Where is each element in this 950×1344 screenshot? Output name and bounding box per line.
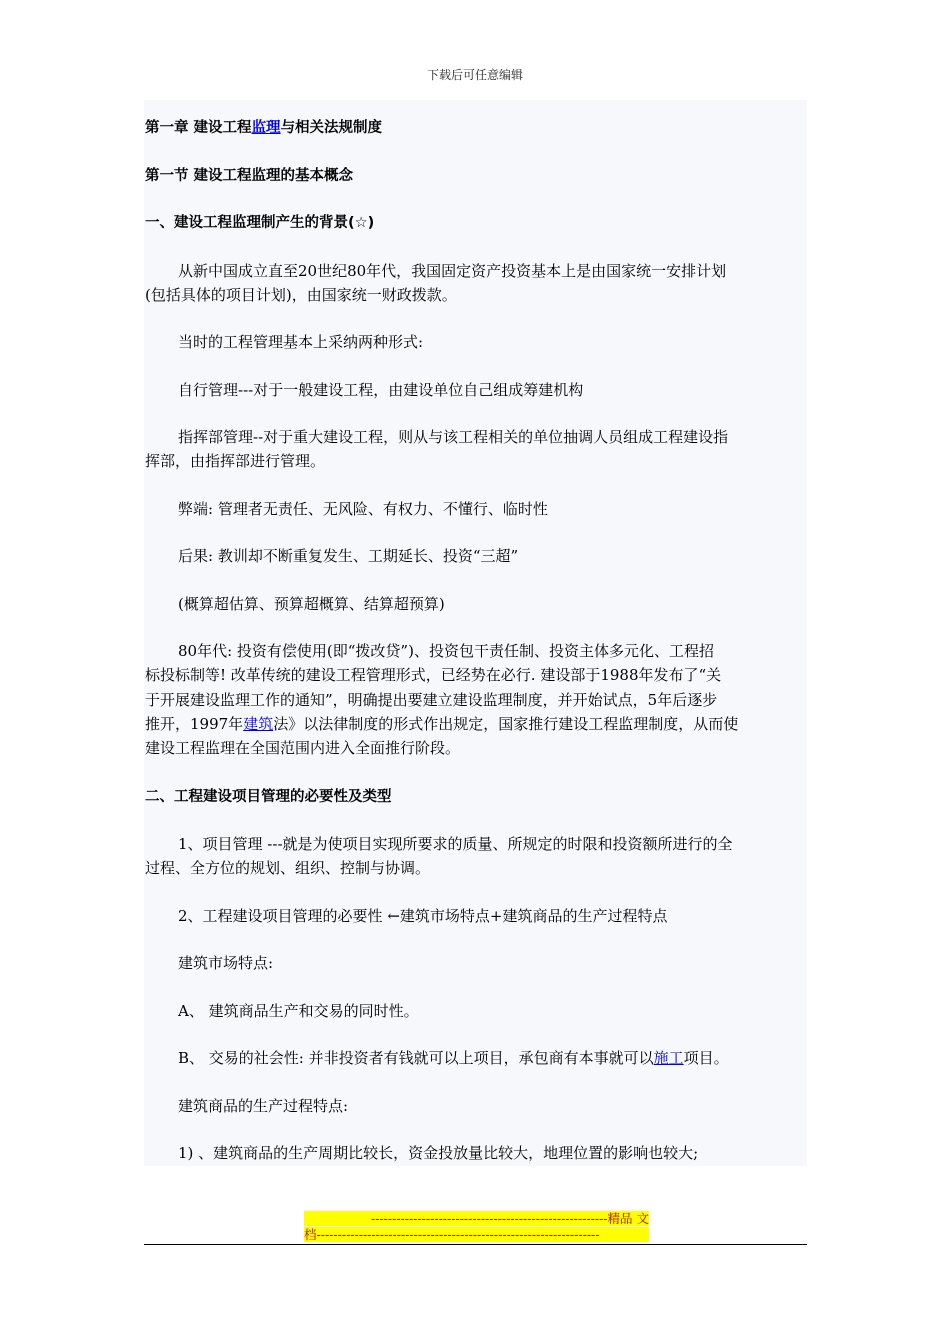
paragraph-8-line-1: 80年代: 投资有偿使用(即“拨改贷”)、投资包干责任制、投资主体多元化、工程招: [178, 642, 714, 660]
chapter-title: [145, 116, 382, 140]
section-title: 第一节 建设工程监理的基本概念: [145, 168, 354, 184]
paragraph-11: 建筑市场特点:: [178, 954, 274, 972]
paragraph-14: 建筑商品的生产过程特点:: [178, 1097, 349, 1115]
chapter-title-suffix: 与相关法规制度: [280, 120, 383, 136]
paragraph-7: (概算超估算、预算超概算、结算超预算): [178, 595, 445, 613]
paragraph-2: 当时的工程管理基本上采纳两种形式:: [178, 333, 424, 351]
paragraph-13-suffix: 项目。: [683, 1049, 729, 1067]
construction-link[interactable]: 建筑: [243, 715, 274, 733]
paragraph-13: [178, 1046, 729, 1070]
paragraph-8-line-4-suffix: 法》以法律制度的形式作出规定，国家推行建设工程监理制度，从而使: [273, 715, 739, 733]
paragraph-8-line-4: [145, 712, 738, 736]
supervision-link[interactable]: 监理: [251, 120, 281, 136]
paragraph-8-line-3: 于开展建设监理工作的通知”，明确提出要建立建设监理制度，并开始试点，5年后逐步: [145, 691, 718, 709]
paragraph-9-line-2: 过程、全方位的规划、组织、控制与协调。: [145, 859, 431, 877]
heading-background: 一、建设工程监理制产生的背景(☆): [145, 215, 375, 231]
page-header: 下载后可任意编辑: [426, 68, 523, 82]
paragraph-1-line-2: (包括具体的项目计划)，由国家统一财政拨款。: [145, 286, 457, 304]
paragraph-3: 自行管理---对于一般建设工程，由建设单位自己组成筹建机构: [178, 381, 584, 399]
chapter-title-prefix: 第一章 建设工程: [145, 120, 252, 136]
heading-project-management: 二、工程建设项目管理的必要性及类型: [145, 789, 392, 805]
paragraph-9-line-1: 1、项目管理 ---就是为使项目实现所要求的质量、所规定的时限和投资额所进行的全: [178, 835, 733, 853]
paragraph-10: 2、工程建设项目管理的必要性 ←建筑市场特点+建筑商品的生产过程特点: [178, 907, 668, 925]
paragraph-13-prefix: B、 交易的社会性: 并非投资者有钱就可以上项目，承包商有本事就可以: [178, 1049, 654, 1067]
paragraph-4-line-2: 挥部，由指挥部进行管理。: [145, 452, 326, 470]
paragraph-6: 后果: 教训却不断重复发生、工期延长、投资“三超”: [178, 547, 519, 565]
paragraph-12: A、 建筑商品生产和交易的同时性。: [178, 1002, 419, 1020]
footer-divider: [144, 1244, 807, 1245]
footer-watermark-line-1: --------------------------------------------------------精品 文: [304, 1211, 649, 1226]
paragraph-5: 弊端: 管理者无责任、无风险、有权力、不懂行、临时性: [178, 500, 548, 518]
paragraph-8-line-5: 建设工程监理在全国范围内进入全面推行阶段。: [145, 739, 461, 757]
paragraph-15: 1) 、建筑商品的生产周期比较长，资金投放量比较大，地理位置的影响也较大;: [178, 1144, 699, 1162]
footer-watermark-line-2: 档-------------------------------------------------------------------: [304, 1227, 649, 1242]
paragraph-1-line-1: 从新中国成立直至20世纪80年代，我国固定资产投资基本上是由国家统一安排计划: [178, 262, 727, 280]
construction-work-link[interactable]: 施工: [653, 1049, 684, 1067]
paragraph-8-line-4-prefix: 推开，1997年: [145, 715, 244, 733]
paragraph-4-line-1: 指挥部管理--对于重大建设工程，则从与该工程相关的单位抽调人员组成工程建设指: [178, 428, 729, 446]
paragraph-8-line-2: 标投标制等! 改革传统的建设工程管理形式，已经势在必行. 建设部于1988年发布了“关: [145, 666, 722, 684]
